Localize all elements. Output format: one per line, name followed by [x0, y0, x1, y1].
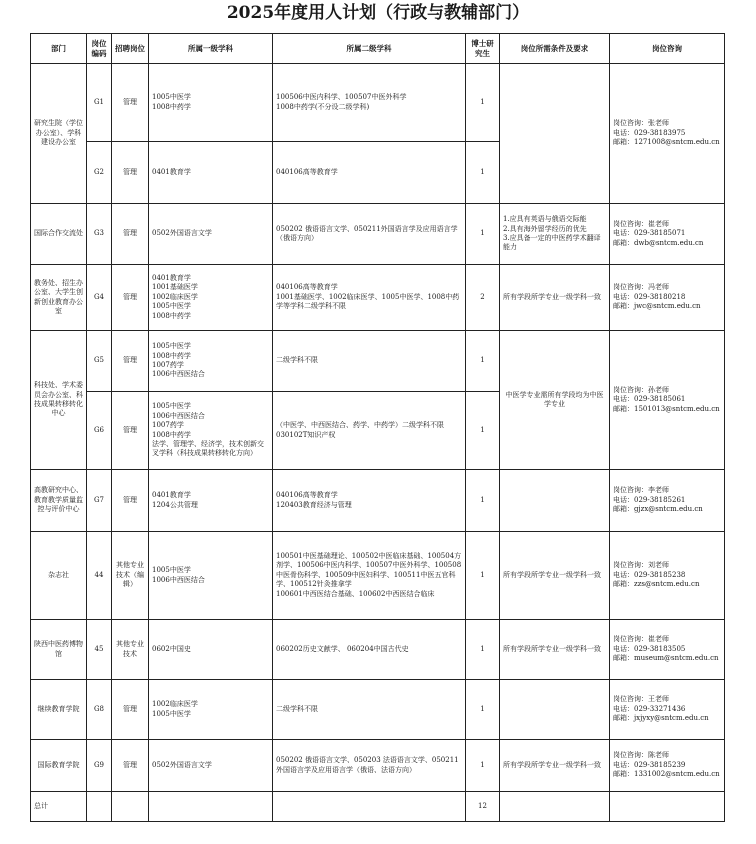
level2-cell: （中医学、中西医结合、药学、中药学）二级学科不限 030102T知识产权: [273, 392, 466, 470]
table-row: [31, 620, 725, 680]
count-cell: 2: [466, 265, 500, 331]
level2-cell: 060202历史文献学、 060204中国古代史: [273, 620, 466, 680]
post-cell: 管理: [112, 265, 149, 331]
count-cell: 1: [466, 392, 500, 470]
empty-cell: [87, 792, 112, 822]
total-row: [31, 792, 725, 822]
level1-cell: 0502外国语言文学: [149, 204, 273, 265]
level1-cell: 1005中医学 1006中西医结合 1007药学 1008中药学 法学、管理学、经济学，技术创新交叉学科（科技成果转移转化方向）: [149, 392, 273, 470]
post-cell: 管理: [112, 392, 149, 470]
count-cell: 1: [466, 620, 500, 680]
code-cell: G7: [87, 470, 112, 532]
level2-cell: 100501中医基础理论、100502中医临床基础、100504方剂学、100506中医内科学、100507中医外科学、100508中医骨伤科学、100509中医妇科学、100511中医五官科学、100512针灸推拿学 100601中西医结合基础、100602中西医结合临床: [273, 532, 466, 620]
requirements-cell: 所有学段所学专业一级学科一致: [500, 740, 610, 792]
level1-cell: 0502外国语言文学: [149, 740, 273, 792]
code-cell: G8: [87, 680, 112, 740]
table-row: [31, 204, 725, 265]
requirements-cell: 1.应具有英语与俄语交际能 2.具有海外留学经历的优先 3.应具备一定的中医药学术翻译能力: [500, 204, 610, 265]
level2-cell: 050202 俄语语言文学、050211外国语言学及应用语言学（俄语方向）: [273, 204, 466, 265]
header-post: 招聘岗位: [112, 34, 149, 64]
requirements-cell: [500, 470, 610, 532]
header-dept: 部门: [31, 34, 87, 64]
count-cell: 1: [466, 680, 500, 740]
table-row: [31, 64, 725, 142]
dept-cell: 科技处、学术委员会办公室、科技成果转移转化中心: [31, 331, 87, 470]
requirements-cell: 所有学段所学专业一级学科一致: [500, 265, 610, 331]
contact-cell: 岗位咨询：张老师 电话：029-38183975 邮箱：1271008@sntcm.edu.cn: [610, 64, 725, 204]
post-cell: 其他专业技术: [112, 620, 149, 680]
count-cell: 1: [466, 204, 500, 265]
level1-cell: 0401教育学: [149, 142, 273, 204]
header-level2: 所属二级学科: [273, 34, 466, 64]
code-cell: G4: [87, 265, 112, 331]
code-cell: G6: [87, 392, 112, 470]
total-count: 12: [466, 792, 500, 822]
count-cell: 1: [466, 470, 500, 532]
post-cell: 管理: [112, 331, 149, 392]
empty-cell: [149, 792, 273, 822]
code-cell: 44: [87, 532, 112, 620]
level2-cell: 050202 俄语语言文学、050203 法语语言文学、050211外国语言学及应用语言学（俄语、法语方向）: [273, 740, 466, 792]
code-cell: G9: [87, 740, 112, 792]
contact-cell: 岗位咨询：陈老师 电话：029-38185239 邮箱：1331002@sntcm.edu.cn: [610, 740, 725, 792]
contact-cell: 岗位咨询：刘老师 电话：029-38185238 邮箱：zzs@sntcm.edu.cn: [610, 532, 725, 620]
post-cell: 其他专业技术（编辑）: [112, 532, 149, 620]
level1-cell: 1005中医学 1006中西医结合: [149, 532, 273, 620]
post-cell: 管理: [112, 64, 149, 142]
post-cell: 管理: [112, 142, 149, 204]
total-label: 总计: [31, 792, 87, 822]
header-level1: 所属一级学科: [149, 34, 273, 64]
empty-cell: [500, 792, 610, 822]
empty-cell: [273, 792, 466, 822]
requirements-cell: [500, 680, 610, 740]
level1-cell: 0401教育学 1204公共管理: [149, 470, 273, 532]
dept-cell: 陕西中医药博物馆: [31, 620, 87, 680]
level2-cell: 040106高等教育学 1001基础医学、1002临床医学、1005中医学、1008中药学等学科二级学科不限: [273, 265, 466, 331]
contact-cell: 岗位咨询：崔老师 电话：029-38185071 邮箱：dwb@sntcm.edu.cn: [610, 204, 725, 265]
contact-cell: 岗位咨询：崔老师 电话：029-38183505 邮箱：museum@sntcm.edu.cn: [610, 620, 725, 680]
contact-cell: 岗位咨询：王老师 电话：029-33271436 邮箱：jxjyxy@sntcm.edu.cn: [610, 680, 725, 740]
code-cell: G2: [87, 142, 112, 204]
dept-cell: 研究生院（学位办公室）、学科建设办公室: [31, 64, 87, 204]
table-row: [31, 532, 725, 620]
code-cell: 45: [87, 620, 112, 680]
requirements-cell: [500, 64, 610, 204]
header-contact: 岗位咨询: [610, 34, 725, 64]
table-row: [31, 740, 725, 792]
post-cell: 管理: [112, 680, 149, 740]
code-cell: G5: [87, 331, 112, 392]
recruitment-table: [30, 33, 725, 822]
page-title: 2025年度用人计划（行政与教辅部门）: [226, 3, 530, 23]
empty-cell: [112, 792, 149, 822]
header-code: 岗位编码: [87, 34, 112, 64]
contact-cell: 岗位咨询：李老师 电话：029-38185261 邮箱：gjzx@sntcm.edu.cn: [610, 470, 725, 532]
level1-cell: 1005中医学 1008中药学 1007药学 1006中西医结合: [149, 331, 273, 392]
contact-cell: 岗位咨询：冯老师 电话：029-38180218 邮箱：jwc@sntcm.edu.cn: [610, 265, 725, 331]
dept-cell: 高教研究中心、教育教学质量监控与评价中心: [31, 470, 87, 532]
count-cell: 1: [466, 740, 500, 792]
level2-cell: 040106高等教育学 120403教育经济与管理: [273, 470, 466, 532]
requirements-cell: 所有学段所学专业一级学科一致: [500, 532, 610, 620]
requirements-cell: 所有学段所学专业一级学科一致: [500, 620, 610, 680]
header-count: 博士研究生: [466, 34, 500, 64]
level2-cell: 040106高等教育学: [273, 142, 466, 204]
empty-cell: [610, 792, 725, 822]
table-row: [31, 470, 725, 532]
contact-cell: 岗位咨询：孙老师 电话：029-38185061 邮箱：1501013@sntcm.edu.cn: [610, 331, 725, 470]
table-row: [31, 680, 725, 740]
post-cell: 管理: [112, 470, 149, 532]
code-cell: G1: [87, 64, 112, 142]
count-cell: 1: [466, 331, 500, 392]
level1-cell: 1005中医学 1008中药学: [149, 64, 273, 142]
table-row: [31, 265, 725, 331]
count-cell: 1: [466, 532, 500, 620]
code-cell: G3: [87, 204, 112, 265]
requirements-cell: 中医学专业需所有学段均为中医学专业: [500, 331, 610, 470]
level1-cell: 1002临床医学 1005中医学: [149, 680, 273, 740]
dept-cell: 国际教育学院: [31, 740, 87, 792]
header-row: [31, 34, 725, 64]
header-requirements: 岗位所需条件及要求: [500, 34, 610, 64]
post-cell: 管理: [112, 204, 149, 265]
count-cell: 1: [466, 142, 500, 204]
level1-cell: 0401教育学 1001基础医学 1002临床医学 1005中医学 1008中药学: [149, 265, 273, 331]
dept-cell: 国际合作交流处: [31, 204, 87, 265]
count-cell: 1: [466, 64, 500, 142]
table-row: [31, 331, 725, 392]
level2-cell: 100506中医内科学、100507中医外科学 1008中药学(不分设二级学科): [273, 64, 466, 142]
level1-cell: 0602中国史: [149, 620, 273, 680]
dept-cell: 教务处、招生办公室、大学生创新创业教育办公室: [31, 265, 87, 331]
level2-cell: 二级学科不限: [273, 331, 466, 392]
level2-cell: 二级学科不限: [273, 680, 466, 740]
dept-cell: 继续教育学院: [31, 680, 87, 740]
dept-cell: 杂志社: [31, 532, 87, 620]
post-cell: 管理: [112, 740, 149, 792]
